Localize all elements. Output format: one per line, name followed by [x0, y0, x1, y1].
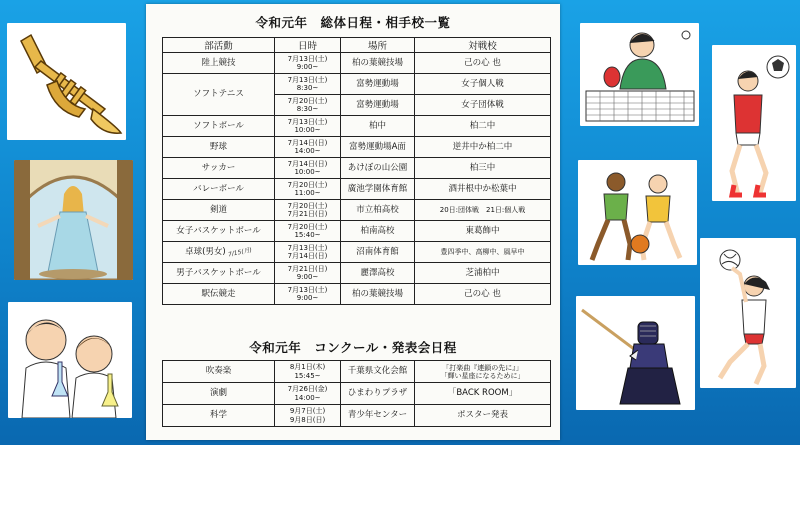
schedule-document [146, 4, 560, 440]
table-row [163, 383, 551, 405]
club-cell [163, 242, 275, 263]
basketball-illustration [578, 160, 697, 265]
table-row [163, 116, 551, 137]
time-text: 9:00~ [296, 294, 319, 302]
place-cell: 市立柏高校 [341, 200, 415, 221]
opponent-cell: 芝浦柏中 [415, 263, 551, 284]
time-text: 7月14日(日) [287, 252, 328, 260]
club-cell: 男子バスケットボール [163, 263, 275, 284]
time-text: 8:30~ [296, 84, 319, 92]
concert-schedule-table [162, 360, 551, 427]
club-cell: 吹奏楽 [163, 361, 275, 383]
place-cell: 千葉県文化会館 [341, 361, 415, 383]
datetime-cell [275, 242, 341, 263]
opponent-cell: 己の心 也 [415, 53, 551, 74]
soccer-illustration [712, 45, 796, 201]
date-text: 7月20日(土) [287, 180, 328, 189]
table-row [163, 221, 551, 242]
time-text: 9:00~ [296, 273, 319, 281]
opponent-cell: 20日:団体戦 21日:個人戦 [415, 200, 551, 221]
opponent-cell: 己の心 也 [415, 284, 551, 305]
club-cell: ソフトボール [163, 116, 275, 137]
time-text: 10:00~ [294, 168, 321, 176]
date-text: 7月14日(日) [287, 138, 328, 147]
sports-schedule-title: 令和元年 総体日程・相手校一覧 [255, 15, 451, 30]
time-text: 11:00~ [294, 189, 321, 197]
program-text: 「打楽曲『連鎖の先に』」 [442, 363, 523, 372]
trumpet-illustration [7, 23, 126, 140]
sports-schedule-table [162, 37, 551, 305]
header-club: 部活動 [163, 38, 275, 53]
datetime-cell [275, 361, 341, 383]
table-row [163, 361, 551, 383]
club-cell: 科学 [163, 405, 275, 427]
place-cell: ひまわりプラザ [341, 383, 415, 405]
place-cell: 富勢運動場 [341, 74, 415, 95]
kendo-illustration [576, 296, 695, 410]
place-cell: 廣池学園体育館 [341, 179, 415, 200]
header-datetime: 日時 [275, 38, 341, 53]
table-tennis-illustration [580, 23, 699, 126]
datetime-cell [275, 221, 341, 242]
date-text: 7月21日(日) [287, 264, 328, 273]
program-cell: ポスター発表 [415, 405, 551, 427]
date-text: 7月20日(土) [287, 201, 328, 210]
header-place: 場所 [341, 38, 415, 53]
opponent-cell: 逆井中か柏二中 [415, 137, 551, 158]
club-cell: 女子バスケットボール [163, 221, 275, 242]
place-cell: 富勢運動場A面 [341, 137, 415, 158]
program-cell [415, 361, 551, 383]
club-cell: ソフトテニス [163, 74, 275, 116]
opponent-cell: 豊四季中、高柳中、風早中 [415, 242, 551, 263]
datetime-cell [275, 137, 341, 158]
header-opponent: 対戦校 [415, 38, 551, 53]
science-kids-illustration [8, 302, 132, 418]
place-cell: 柏の葉競技場 [341, 284, 415, 305]
program-text: 「輝い星座になるために」 [440, 371, 525, 380]
date-text: 7月26日(金) [287, 385, 328, 393]
place-cell: 沼南体育館 [341, 242, 415, 263]
club-cell: 剣道 [163, 200, 275, 221]
place-cell: 柏中 [341, 116, 415, 137]
datetime-cell [275, 383, 341, 405]
volleyball-illustration [700, 238, 796, 388]
club-cell: 野球 [163, 137, 275, 158]
date-text: 7月14日(日) [287, 159, 328, 168]
opponent-cell: 女子団体戦 [415, 95, 551, 116]
handwritten-note: 7/15(月) [227, 246, 253, 258]
datetime-cell [275, 405, 341, 427]
opponent-cell: 女子個人戦 [415, 74, 551, 95]
club-cell: バレーボール [163, 179, 275, 200]
concert-schedule-title: 令和元年 コンクール・発表会日程 [249, 340, 457, 355]
place-cell: 柏南高校 [341, 221, 415, 242]
table-row [163, 137, 551, 158]
table-row [163, 74, 551, 95]
table-row [163, 284, 551, 305]
program-cell: 「BACK ROOM」 [415, 383, 551, 405]
opponent-cell: 柏二中 [415, 116, 551, 137]
place-cell: 青少年センター [341, 405, 415, 427]
club-cell: 駅伝競走 [163, 284, 275, 305]
time-text: 8:30~ [296, 105, 319, 113]
datetime-cell [275, 263, 341, 284]
time-text: 14:00~ [294, 393, 321, 402]
club-cell: 演劇 [163, 383, 275, 405]
place-cell: 富勢運動場 [341, 95, 415, 116]
time-text: 10:00~ [294, 126, 321, 134]
opponent-cell: 酒井根中か松葉中 [415, 179, 551, 200]
place-cell: 麗澤高校 [341, 263, 415, 284]
datetime-cell [275, 200, 341, 221]
time-text: 15:40~ [294, 231, 321, 239]
date-text: 9月7日(土) [289, 407, 326, 415]
time-text: 7月21日(日) [287, 210, 328, 218]
datetime-cell [275, 158, 341, 179]
date-text: 7月13日(土) [287, 75, 328, 84]
date-text: 8月1日(木) [289, 363, 326, 371]
club-cell: 陸上競技 [163, 53, 275, 74]
datetime-cell [275, 53, 341, 74]
date-text: 7月20日(土) [287, 222, 328, 231]
time-text: 15:45~ [294, 371, 321, 380]
table-row [163, 242, 551, 263]
date-text: 7月13日(土) [287, 117, 328, 126]
table-row [163, 405, 551, 427]
time-text: 14:00~ [294, 147, 321, 155]
club-cell: サッカー [163, 158, 275, 179]
time-text: 9月8日(日) [289, 415, 326, 424]
table-row [163, 200, 551, 221]
goddess-illustration [14, 160, 133, 280]
place-cell: あけぼの山公園 [341, 158, 415, 179]
date-text: 7月13日(土) [287, 285, 328, 294]
opponent-cell: 東葛飾中 [415, 221, 551, 242]
date-text: 7月20日(土) [287, 96, 328, 105]
date-text: 7月13日(土) [287, 243, 328, 252]
place-cell: 柏の葉競技場 [341, 53, 415, 74]
datetime-cell [275, 95, 341, 116]
club-text: 卓球(男女) [185, 246, 226, 257]
table-row [163, 263, 551, 284]
table-row [163, 158, 551, 179]
table-row [163, 53, 551, 74]
time-text: 9:00~ [296, 63, 319, 71]
date-text: 7月13日(土) [287, 54, 328, 63]
datetime-cell [275, 179, 341, 200]
datetime-cell [275, 116, 341, 137]
table-header-row [163, 38, 551, 53]
opponent-cell: 柏三中 [415, 158, 551, 179]
datetime-cell [275, 74, 341, 95]
datetime-cell [275, 284, 341, 305]
table-row [163, 179, 551, 200]
